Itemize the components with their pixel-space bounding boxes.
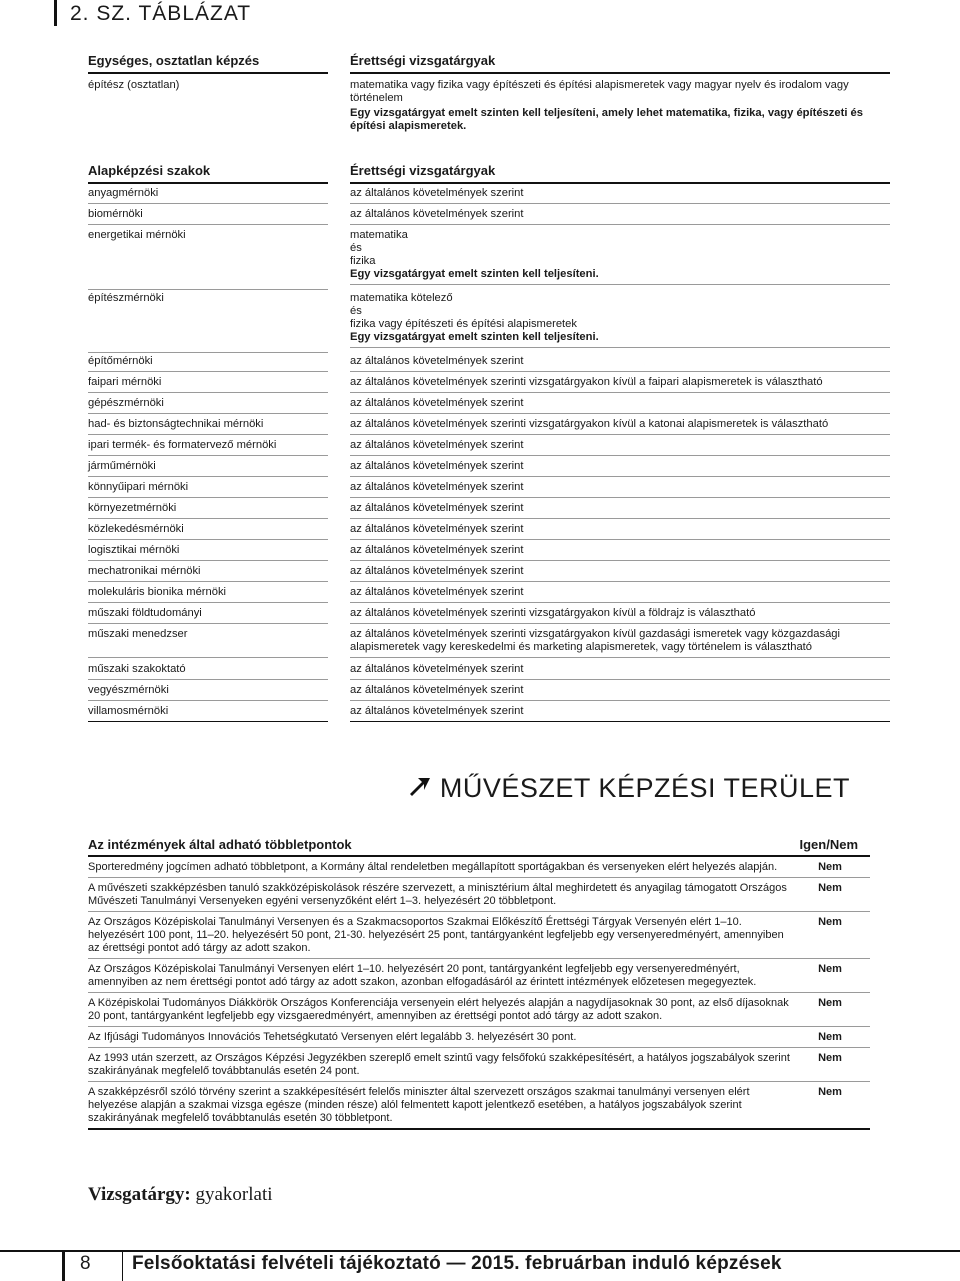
footer-divider: [122, 1250, 123, 1281]
art-field-banner: [408, 772, 850, 804]
exam-type-value: gyakorlati: [195, 1184, 273, 1205]
integrated-exam-header: Érettségi vizsgatárgyak: [350, 53, 496, 68]
table-header-row: [88, 836, 870, 856]
bonus-description: Az Országos Középiskolai Tanulmányi Versenyen és a Szakmacsoportos Szakmai Előkészítő Érettségi Tárgyak Versenyén elért 1–10. helyezésért 100 pont, 11–20. helyezésért 50 pont, 21-30. helyezésért 25 pont, tantárgyanként legfeljebb egy versenyeredményért, amennyiben az érettségi pontot adó tárgy az adott szakon.: [88, 912, 790, 959]
requirement-note: Egy vizsgatárgyat emelt szinten kell teljesíteni.: [350, 268, 599, 280]
major-requirement: az általános követelmények szerint: [350, 502, 890, 519]
bonus-description: Az 1993 után szerzett, az Országos Képzési Jegyzékben szereplő emelt szintű vagy felsőfokú szakképesítésért, a hatályos jogszabályok szerint szakirányának megfelelő továbbtanulás esetén 24 pont.: [88, 1048, 790, 1082]
integrated-exam-subjects: matematika vagy fizika vagy építészeti és építési alapismeretek vagy magyar nyelv és irodalom vagy történelem: [350, 79, 849, 104]
bonus-value: Nem: [790, 993, 870, 1027]
requirement-line: matematika kötelező: [350, 292, 453, 304]
section-title: 2. SZ. TÁBLÁZAT: [70, 2, 252, 25]
bonus-value: Nem: [790, 912, 870, 959]
major-name: járműmérnöki: [88, 460, 328, 477]
bonus-value: Nem: [790, 856, 870, 878]
integrated-program-header: Egységes, osztatlan képzés: [88, 53, 260, 68]
major-requirement: az általános követelmények szerint: [350, 481, 890, 498]
bonus-description: A szakképzésről szóló törvény szerint a szakképesítésért felelős miniszter által szervezett országos szakmai tanulmányi versenyen elért helyezése alapján a szakmai vizsga egésze (minden része) alól felmentett kapott jelentkező esetében, a hatályos jogszabályok szerint szakirányának megfelelő továbbtanulás esetén 30 többletpont.: [88, 1082, 790, 1130]
major-name: építőmérnöki: [88, 355, 328, 372]
major-requirement: az általános követelmények szerint: [350, 208, 890, 225]
major-name: molekuláris bionika mérnöki: [88, 586, 328, 603]
footer-rule: [0, 1250, 960, 1252]
major-requirement: az általános követelmények szerint: [350, 523, 890, 540]
exam-type-label: Vizsgatárgy:: [88, 1184, 191, 1205]
major-requirement: az általános követelmények szerint: [350, 705, 890, 722]
divider: [88, 72, 328, 74]
table-row: [88, 878, 870, 912]
major-requirement: az általános követelmények szerint: [350, 663, 890, 680]
major-name: villamosmérnöki: [88, 705, 328, 722]
requirement-note: Egy vizsgatárgyat emelt szinten kell teljesíteni.: [350, 331, 599, 343]
arrow-icon: [408, 774, 434, 800]
major-name: műszaki menedzser: [88, 628, 328, 658]
page-number: 8: [80, 1253, 91, 1274]
major-name: gépészmérnöki: [88, 397, 328, 414]
requirement-line: és: [350, 305, 362, 317]
table-row: [88, 1082, 870, 1130]
major-requirement: az általános követelmények szerinti vizsgatárgyakon kívül a faipari alapismeretek is választható: [350, 376, 890, 393]
bonus-description: Az Ifjúsági Tudományos Innovációs Tehetségkutató Versenyen elért legalább 3. helyezésért 30 pont.: [88, 1027, 790, 1048]
table-row: [88, 912, 870, 959]
requirement-line: fizika vagy építészeti és építési alapismeretek: [350, 318, 577, 330]
requirement-line: fizika: [350, 255, 376, 267]
integrated-exam-note: Egy vizsgatárgyat emelt szinten kell teljesíteni, amely lehet matematika, fizika, vagy építészeti és építési alapismeretek.: [350, 107, 863, 132]
major-requirement: az általános követelmények szerint: [350, 586, 890, 603]
table-row: [88, 1048, 870, 1082]
bonus-value: Nem: [790, 1027, 870, 1048]
major-name: anyagmérnöki: [88, 187, 328, 204]
table-row: [88, 959, 870, 993]
major-name: logisztikai mérnöki: [88, 544, 328, 561]
major-name: ipari termék- és formatervező mérnöki: [88, 439, 328, 456]
major-name: építészmérnöki: [88, 292, 328, 353]
footer-title: Felsőoktatási felvételi tájékoztató — 2015. februárban induló képzések: [132, 1253, 782, 1274]
major-name: közlekedésmérnöki: [88, 523, 328, 540]
majors-header: Alapképzési szakok: [88, 163, 211, 178]
bonus-value: Nem: [790, 959, 870, 993]
major-requirement: az általános követelmények szerinti vizsgatárgyakon kívül a földrajz is választható: [350, 607, 890, 624]
divider: [88, 182, 328, 184]
major-name: had- és biztonságtechnikai mérnöki: [88, 418, 328, 435]
major-requirement: az általános követelmények szerint: [350, 397, 890, 414]
major-name: műszaki szakoktató: [88, 663, 328, 680]
column-header-bonus: Az intézmények által adható többletpontok: [88, 836, 790, 856]
major-requirement: az általános követelmények szerinti vizsgatárgyakon kívül a katonai alapismeretek is választható: [350, 418, 890, 435]
bonus-value: Nem: [790, 878, 870, 912]
table-row: [88, 1027, 870, 1048]
requirement-line: matematika: [350, 229, 408, 241]
major-name: környezetmérnöki: [88, 502, 328, 519]
major-name: energetikai mérnöki: [88, 229, 328, 290]
column-header-yes-no: Igen/Nem: [790, 836, 870, 856]
bonus-description: A Középiskolai Tudományos Diákkörök Országos Konferenciája versenyein elért helyezés alapján a nagydíjasoknak 30 pont, az első díjasoknak 20 pont, tantárgyanként legfeljebb egy vizsgaeredményért, amennyiben az érettségi pontot adó tárgy az adott szakon.: [88, 993, 790, 1027]
major-requirement: az általános követelmények szerint: [350, 684, 890, 701]
header-rule: [0, 0, 57, 26]
major-requirement: [350, 292, 890, 348]
major-name: könnyűipari mérnöki: [88, 481, 328, 498]
major-name: biomérnöki: [88, 208, 328, 225]
divider: [350, 182, 890, 184]
major-requirement: az általános követelmények szerint: [350, 355, 890, 372]
bonus-value: Nem: [790, 1048, 870, 1082]
major-name: vegyészmérnöki: [88, 684, 328, 701]
major-requirement: az általános követelmények szerint: [350, 544, 890, 561]
exam-type: [88, 1184, 273, 1205]
major-name: mechatronikai mérnöki: [88, 565, 328, 582]
major-requirement: az általános követelmények szerinti vizsgatárgyakon kívül gazdasági ismeretek vagy közgazdasági alapismeretek vagy kereskedelmi és marketing alapismeretek, vagy történelem is választható: [350, 628, 890, 658]
bonus-value: Nem: [790, 1082, 870, 1130]
table-row: [88, 856, 870, 878]
majors-exam-header: Érettségi vizsgatárgyak: [350, 163, 496, 178]
major-name: faipari mérnöki: [88, 376, 328, 393]
major-name: műszaki földtudományi: [88, 607, 328, 624]
bonus-description: Sporteredmény jogcímen adható többletpont, a Kormány által rendeletben megállapított sportágakban és versenyeken elért helyezés alapján.: [88, 856, 790, 878]
major-requirement: az általános követelmények szerint: [350, 439, 890, 456]
table-row: [88, 993, 870, 1027]
art-field-title: MŰVÉSZET KÉPZÉSI TERÜLET: [439, 773, 850, 803]
footer-divider: [62, 1250, 65, 1281]
requirement-line: és: [350, 242, 362, 254]
major-requirement: [350, 229, 890, 285]
bonus-description: Az Országos Középiskolai Tanulmányi Versenyen elért 1–10. helyezésért 20 pont, tantárgyanként legfeljebb egy versenyeredményért, amennyiben az nem érettségi pontot adó tárgy az adott szakon, azonban elfogadásáról az érintett intézmények előzetesen megegyeztek.: [88, 959, 790, 993]
bonus-points-table: [88, 836, 870, 1130]
major-requirement: az általános követelmények szerint: [350, 565, 890, 582]
integrated-program-name: építész (osztatlan): [88, 79, 180, 91]
major-requirement: az általános követelmények szerint: [350, 460, 890, 477]
divider: [350, 72, 890, 74]
major-requirement: az általános követelmények szerint: [350, 187, 890, 204]
bonus-description: A művészeti szakképzésben tanuló szakközépiskolások részére szervezett, a minisztérium által meghirdetett és anyagilag támogatott Országos Művészeti Tanulmányi Versenyeken egyéni versenyzőként elért 1–3. helyezésért 20 többletpont.: [88, 878, 790, 912]
